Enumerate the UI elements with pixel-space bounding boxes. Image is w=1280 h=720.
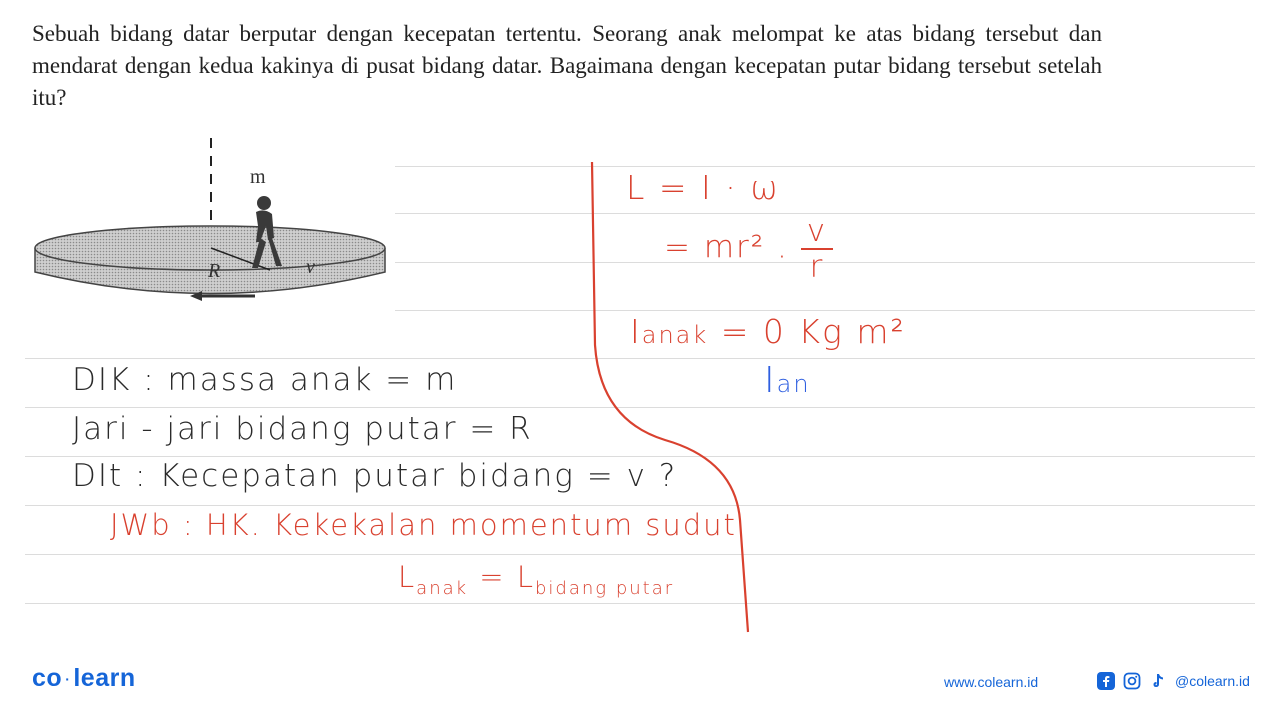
rule-line — [25, 407, 1255, 408]
tiktok-icon[interactable] — [1149, 672, 1167, 690]
asked-speed: DIt : Kecepatan putar bidang = v ? — [72, 458, 678, 494]
logo-co: co — [32, 664, 63, 692]
fraction-denominator: r — [809, 249, 825, 285]
l-symbol-bidang: L — [516, 560, 535, 594]
velocity-label: v — [306, 256, 315, 278]
i-sub-anak: anak — [641, 321, 709, 349]
fraction-v-over-r — [801, 214, 833, 284]
radius-label: R — [208, 260, 221, 282]
facebook-icon[interactable] — [1097, 672, 1115, 690]
rule-line — [25, 358, 1255, 359]
rule-line — [395, 166, 1255, 167]
platform-illustration — [30, 130, 390, 310]
i-symbol-blue: I — [764, 360, 777, 401]
rule-line — [25, 554, 1255, 555]
l-sub-bidang: bidang putar — [535, 577, 675, 599]
inertia-partial — [764, 360, 811, 401]
answer-principle: JWb : HK. Kekekalan momentum sudut — [110, 508, 737, 542]
equals-sign: = — [468, 560, 517, 594]
logo-dot: · — [65, 671, 71, 688]
rotating-platform-figure — [30, 130, 390, 315]
inertia-child — [630, 312, 906, 351]
mr2-term: = mr² . — [664, 229, 801, 266]
logo-learn: learn — [73, 664, 136, 692]
instagram-icon[interactable] — [1123, 672, 1141, 690]
i-symbol: I — [630, 312, 642, 351]
i-sub-blue: an — [776, 370, 811, 398]
rule-line — [25, 603, 1255, 604]
rule-line — [395, 310, 1255, 311]
given-radius: Jari - jari bidang putar = R — [72, 411, 533, 447]
website-url[interactable]: www.colearn.id — [944, 674, 1039, 690]
colearn-logo — [32, 664, 136, 693]
given-mass: DIK : massa anak = m — [72, 362, 458, 398]
fraction-numerator: v — [801, 214, 833, 250]
mass-label: m — [250, 166, 266, 188]
question-text: Sebuah bidang datar berputar dengan kecepatan tertentu. Seorang anak melompat ke atas bidang tersebut dan mendarat dengan kedua kakinya di pusat bidang datar. Bagaimana dengan kecepatan putar bidang tersebut setelah itu? — [32, 21, 1102, 110]
l-symbol: L — [398, 560, 417, 594]
momentum-equation — [398, 560, 674, 599]
social-links — [1097, 672, 1250, 690]
rule-line — [25, 505, 1255, 506]
substitution-formula — [664, 214, 833, 284]
angular-momentum-formula: L = I · ω — [626, 168, 780, 207]
rule-line — [25, 456, 1255, 457]
l-sub-anak: anak — [416, 577, 469, 599]
inertia-value: = 0 Kg m² — [708, 312, 906, 351]
social-handle[interactable]: @colearn.id — [1175, 673, 1250, 689]
